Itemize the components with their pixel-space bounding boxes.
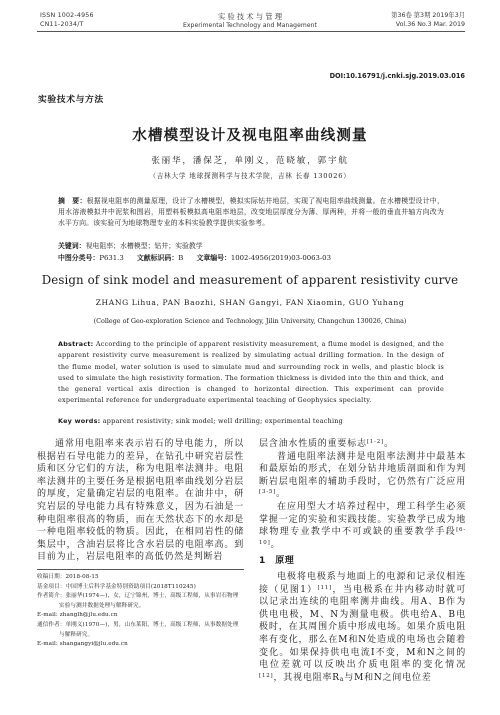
corresponding-email[interactable]: E-mail: shangangyi@jlu.edu.cn xyxy=(37,641,128,648)
section-tag: 实验技术与方法 xyxy=(38,95,104,105)
keywords-en-label: Key words: xyxy=(58,417,101,425)
issue-info-zh: 第36卷 第3期 2019年3月 xyxy=(391,12,465,19)
fund-info: 基金项目：中国博士后科学基金特别资助项目(2018T110245) xyxy=(37,583,196,590)
classification-line xyxy=(58,252,444,262)
header-divider xyxy=(37,31,465,32)
journal-name-en: Experimental Technology and Management xyxy=(183,22,317,29)
affiliation-zh: （吉林大学 地球探测科学与技术学院，吉林 长春 130026） xyxy=(149,172,351,180)
corresponding-author: 通信作者：单刚义(1970—)，男，山东莱阳，博士，高级工程师，从事数据处理与解释研究。 xyxy=(37,621,239,638)
citation[interactable]: [1-2] xyxy=(366,439,384,445)
citation[interactable]: [12] xyxy=(259,672,274,679)
author-bio: 作者简介：张丽华(1974—)，女，辽宁锦州，博士，高级工程师，从事岩石物理实验与测井数据处理与解释研究。 xyxy=(37,593,239,609)
citation[interactable]: [6-10] xyxy=(259,527,466,546)
keywords-zh-label: 关键词： xyxy=(58,242,86,250)
affiliation-en: (College of Geo-exploration Science and Technology, Jilin University, Changchun 130026, China) xyxy=(93,317,407,325)
paragraph-text: 电极将电极系与地面上的电源和记录仪相连接（见图1） xyxy=(259,571,466,595)
journal-identifiers xyxy=(40,12,94,29)
section-heading: 1 原理 xyxy=(259,556,295,567)
body-paragraph xyxy=(259,438,466,451)
abstract-zh-text: 根据视电阻率的测量原理，设计了水槽模型，模拟实际钻井地层，实现了视电阻率曲线测量。在水槽模型设计中，用水溶液模拟井中泥浆和围岩，用塑料板模拟高电阻率地层，改变地层厚度分为薄、厚两种，并将一般的垂直井轴方向改为水平方向。该实验可为地球物理专业的本科实验教学提供实验参考。 xyxy=(58,197,444,228)
abstract-en-label: Abstract: xyxy=(58,340,94,348)
paper-title-zh: 水槽模型设计及视电阻率曲线测量 xyxy=(132,128,368,144)
journal-name xyxy=(140,12,360,30)
paper-title-en: Design of sink model and measurement of apparent resistivity curve xyxy=(41,273,459,287)
footnote-divider xyxy=(37,569,244,570)
issue-info xyxy=(391,12,465,29)
body-paragraph xyxy=(259,451,466,501)
subscript: a xyxy=(339,675,345,683)
paragraph-text: 。 xyxy=(270,539,281,550)
doc-code-label: 文献标识码： xyxy=(136,254,179,262)
paragraph-text: 。 xyxy=(276,489,286,500)
paragraph-text: 。 xyxy=(383,439,394,449)
authors-en: ZHANG Lihua, PAN Baozhi, SHAN Gangyi, FAN Xiaomin, GUO Yuhang xyxy=(95,298,405,307)
clc-label: 中图分类号： xyxy=(58,254,100,262)
keywords-en-text: apparent resistivity; sink model; well drilling; experimental teaching xyxy=(102,417,343,425)
issue-info-en: Vol.36 No.3 Mar. 2019 xyxy=(395,20,465,28)
article-number-value: 1002-4956(2019)03-0063-03 xyxy=(230,254,331,262)
authors-zh: 张丽华，潘保芝，单刚义，范晓敏，郭宇航 xyxy=(151,156,349,166)
doi[interactable]: DOI:10.16791/j.cnki.sjg.2019.03.016 xyxy=(329,72,465,80)
paragraph-text: 在应用型大才培养过程中，理工科学生必须掌握一定的实验和实践技能。实验教学已成为地球物理专业教学中不可或缺的重要教学手段 xyxy=(259,501,466,538)
paragraph-text: 层含油水性质的重要标志 xyxy=(259,439,367,449)
citation[interactable]: [11] xyxy=(317,584,333,591)
body-paragraph: 通常用电阻率来表示岩石的导电能力，所以根据岩石导电能力的差异，在钻孔中研究岩层性质和区分它们的方法，称为电阻率法测井。电阻率法测井的主要任务是根据电阻率曲线划分岩层的厚度，定量确定岩层的电阻率。在油井中，研究岩层的导电能力具有特殊意义，因为石油是一种电阻率很高的物质，而在天然状态下的水却是一种电阻率较低的物质。因此，在相同岩性的储集层中，含油岩层将比含水岩层的电阻率高。到目前为止，岩层电阻率的高低仍然是判断岩 xyxy=(37,439,244,563)
citation[interactable]: [3-5] xyxy=(259,489,277,496)
paragraph-text: ，其视电阻率R xyxy=(273,672,340,683)
body-column-left xyxy=(37,438,244,564)
clc-value: P631.3 xyxy=(99,254,124,262)
abstract-zh-label: 摘 要： xyxy=(58,197,87,205)
keywords-zh-text: 视电阻率；水槽模型；钻井；实验教学 xyxy=(85,242,203,250)
cn-number: CN11-2034/T xyxy=(40,20,84,28)
author-email[interactable]: E-mail: zhanglh@jlu.edu.cn xyxy=(37,612,118,619)
body-paragraph xyxy=(259,571,466,684)
abstract-zh xyxy=(58,196,444,230)
keywords-en xyxy=(58,417,444,425)
received-date: 收稿日期：2018-08-15 xyxy=(37,574,99,580)
abstract-en-text: According to the principle of apparent resistivity measurement, a flume model is designed, and the apparent resistivity curve measurement is realized by simulating actual drilling formation. In the design of the flume model, water solution is used to simulate mud and surrounding rock in wells, and plastic block is used to simulate the high resistivity formation. The formation thickness is divided into the thin and thick, and the general vertical axis direction is changed to horizontal direction. This experiment can provide experimental reference for undergraduate experimental teaching of Geophysics specialty. xyxy=(58,340,444,405)
doc-code-value: B xyxy=(178,254,184,262)
article-number-label: 文章编号： xyxy=(196,254,231,262)
footnotes xyxy=(37,573,244,650)
journal-name-zh: 实 验 技 术 与 管 理 xyxy=(217,12,283,21)
body-column-right xyxy=(259,438,466,684)
issn-number: ISSN 1002-4956 xyxy=(40,12,94,19)
paragraph-text: 普通电阻率法测井是电阻率法测井中最基本和最原始的形式，在划分钻井地质剖面和作为判断岩层电阻率的辅助手段时，它仍然有广泛应用 xyxy=(259,451,466,487)
abstract-en xyxy=(58,339,444,407)
paragraph-text: ，当电极系在井内移动时就可以记录出连续的电阻率测井曲线。用A、B作为供电电极，M、N为测量电极。供电给A、B电极时，在其周围介质中形成电场。如果介质电阻率有变化，那么在M和N处造成的电场也会随着变化。如果保持供电电流I不变，M和N之间的电位差就可以反映出介质电阻率的变化情况 xyxy=(259,584,466,671)
keywords-zh xyxy=(58,240,444,250)
paragraph-text: 与M和N之间电位差 xyxy=(344,672,432,683)
body-paragraph xyxy=(259,501,466,551)
